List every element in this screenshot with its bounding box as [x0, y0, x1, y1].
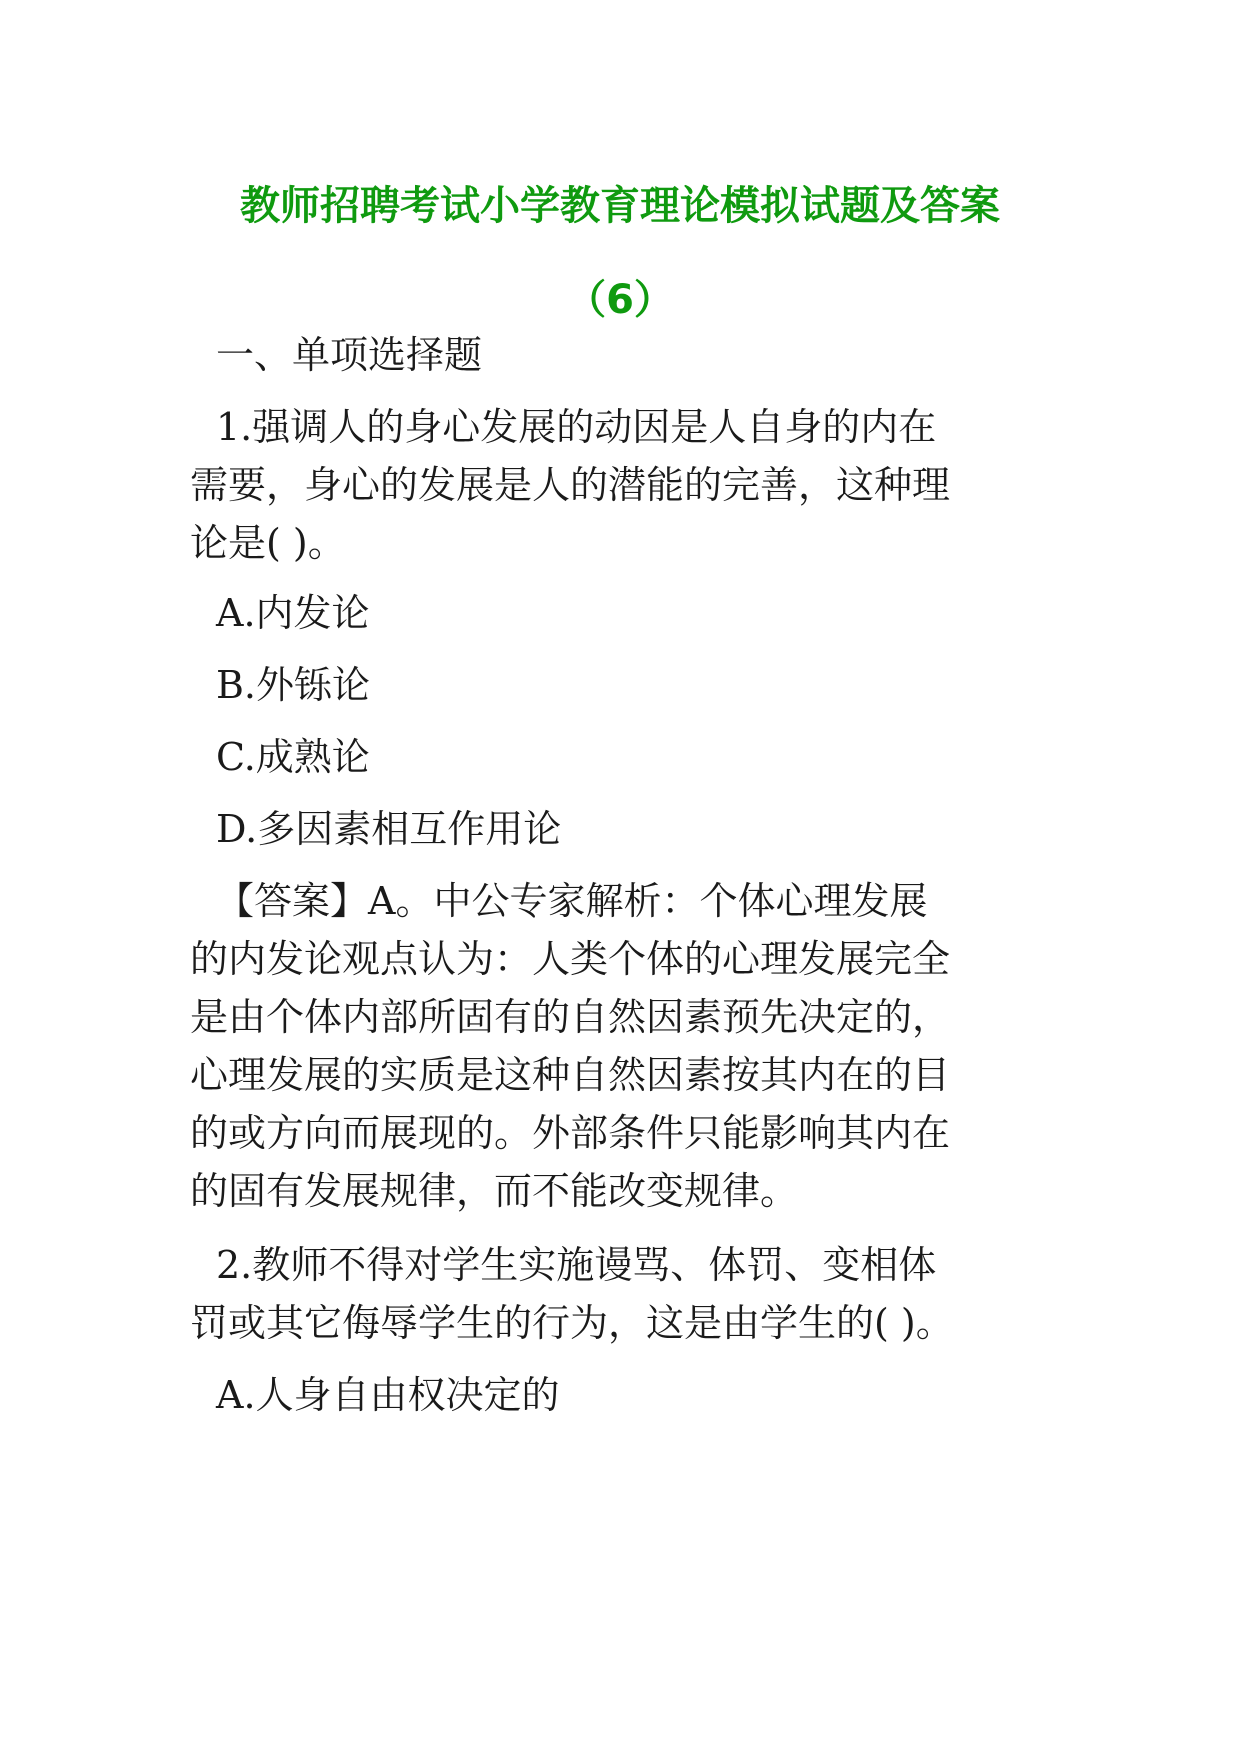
document-title-number: （6）: [566, 277, 674, 323]
question-2-line-2: 罚或其它侮辱学生的行为，这是由学生的( )。: [190, 1301, 954, 1345]
answer-line-3: 是由个体内部所固有的自然因素预先决定的，: [190, 995, 951, 1039]
question-2-line-1: 2.教师不得对学生实施谩骂、体罚、变相体: [216, 1243, 937, 1287]
question-1-text: [190, 394, 1050, 576]
question-1-option-a: A.内发论: [216, 591, 370, 635]
question-1-option-c: C.成熟论: [216, 735, 370, 779]
question-1-line-2: 需要，身心的发展是人的潜能的完善，这种理: [190, 463, 951, 507]
question-1-line-1: 1.强调人的身心发展的动因是人自身的内在: [216, 405, 937, 449]
document-title: 教师招聘考试小学教育理论模拟试题及答案: [240, 183, 1000, 229]
answer-line-5: 的或方向而展现的。外部条件只能影响其内在: [190, 1111, 951, 1155]
section-heading: 一、单项选择题: [216, 333, 483, 377]
answer-line-6: 的固有发展规律，而不能改变规律。: [190, 1169, 799, 1213]
question-1-answer: [190, 868, 1050, 1224]
question-2-text: [190, 1232, 1050, 1356]
answer-line-4: 心理发展的实质是这种自然因素按其内在的目: [190, 1053, 951, 1097]
answer-line-2: 的内发论观点认为：人类个体的心理发展完全: [190, 937, 951, 981]
answer-line-1: 【答案】A。中公专家解析：个体心理发展: [216, 879, 928, 923]
question-1-option-d: D.多因素相互作用论: [216, 807, 562, 851]
question-2-option-a: A.人身自由权决定的: [216, 1373, 560, 1417]
question-1-line-3: 论是( )。: [190, 521, 346, 565]
question-1-option-b: B.外铄论: [216, 663, 371, 707]
